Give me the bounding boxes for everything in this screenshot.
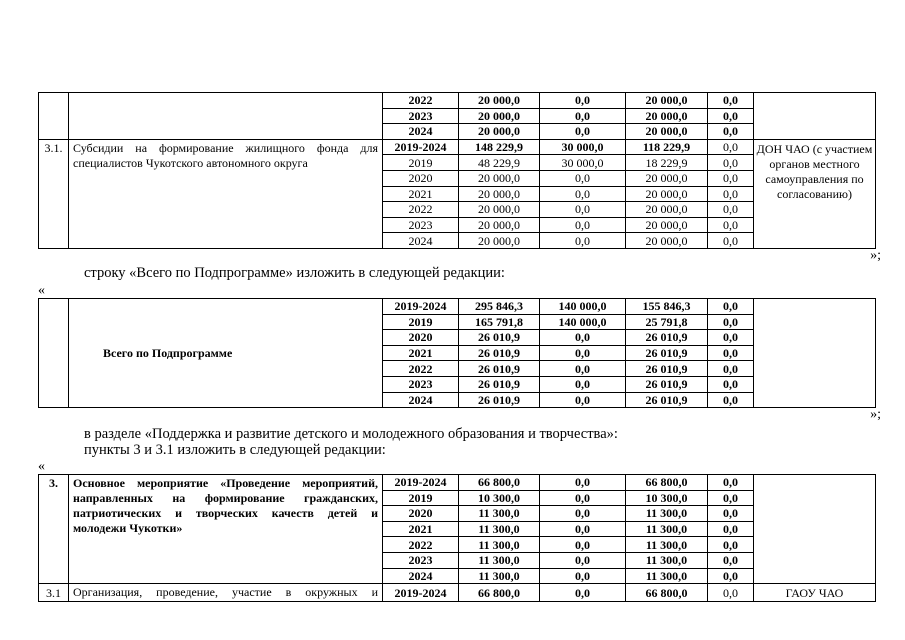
value-cell: 155 846,3 xyxy=(626,299,708,315)
value-cell: 0,0 xyxy=(708,475,754,491)
year-cell: 2019-2024 xyxy=(383,299,459,315)
item-number: 3.1 xyxy=(39,584,69,602)
value-cell: 0,0 xyxy=(708,376,754,392)
total-cell: 66 800,0 xyxy=(459,584,540,602)
value-cell: 0,0 xyxy=(708,233,754,249)
total-cell: 20 000,0 xyxy=(459,108,540,124)
total-cell: 165 791,8 xyxy=(459,314,540,330)
opening-quote-mark: « xyxy=(38,459,45,474)
value-cell: 0,0 xyxy=(540,361,626,377)
year-cell: 2020 xyxy=(383,170,459,186)
value-cell: 118 229,9 xyxy=(626,139,708,155)
year-cell: 2019-2024 xyxy=(383,475,459,491)
value-cell: 26 010,9 xyxy=(626,330,708,346)
value-cell: 0,0 xyxy=(540,233,626,249)
total-cell: 26 010,9 xyxy=(459,361,540,377)
value-cell: 0,0 xyxy=(708,314,754,330)
value-cell: 0,0 xyxy=(540,330,626,346)
value-cell: 11 300,0 xyxy=(626,537,708,553)
value-cell: 0,0 xyxy=(708,330,754,346)
value-cell: 140 000,0 xyxy=(540,299,626,315)
table-row xyxy=(39,584,876,602)
total-cell: 26 010,9 xyxy=(459,392,540,408)
value-cell: 25 791,8 xyxy=(626,314,708,330)
value-cell: 26 010,9 xyxy=(626,376,708,392)
value-cell: 0,0 xyxy=(708,521,754,537)
value-cell: 0,0 xyxy=(708,124,754,140)
value-cell: 0,0 xyxy=(540,475,626,491)
value-cell: 0,0 xyxy=(540,345,626,361)
value-cell: 20 000,0 xyxy=(626,233,708,249)
value-cell: 0,0 xyxy=(708,186,754,202)
value-cell: 0,0 xyxy=(708,584,754,602)
table-row xyxy=(39,93,876,109)
value-cell: 0,0 xyxy=(708,139,754,155)
value-cell: 0,0 xyxy=(540,552,626,568)
value-cell: 0,0 xyxy=(540,170,626,186)
value-cell: 0,0 xyxy=(708,490,754,506)
opening-quote-mark: « xyxy=(38,283,45,298)
table-row xyxy=(39,475,876,491)
executor-cell: ДОН ЧАО (с участием органов местного самоуправления по согласованию) xyxy=(754,139,876,248)
total-cell: 148 229,9 xyxy=(459,139,540,155)
total-cell: 20 000,0 xyxy=(459,170,540,186)
year-cell: 2019 xyxy=(383,490,459,506)
value-cell: 0,0 xyxy=(540,124,626,140)
total-cell: 20 000,0 xyxy=(459,233,540,249)
total-cell: 20 000,0 xyxy=(459,202,540,218)
value-cell: 0,0 xyxy=(708,568,754,584)
value-cell: 11 300,0 xyxy=(626,506,708,522)
value-cell: 0,0 xyxy=(540,584,626,602)
value-cell: 20 000,0 xyxy=(626,124,708,140)
year-cell: 2021 xyxy=(383,186,459,202)
total-cell: 20 000,0 xyxy=(459,186,540,202)
value-cell: 0,0 xyxy=(540,537,626,553)
total-cell: 66 800,0 xyxy=(459,475,540,491)
value-cell: 0,0 xyxy=(708,345,754,361)
year-cell: 2022 xyxy=(383,93,459,109)
year-cell: 2020 xyxy=(383,506,459,522)
value-cell: 0,0 xyxy=(540,490,626,506)
year-cell: 2024 xyxy=(383,124,459,140)
value-cell: 0,0 xyxy=(708,93,754,109)
closing-quote-mark: »; xyxy=(870,407,881,422)
value-cell: 0,0 xyxy=(708,361,754,377)
value-cell: 66 800,0 xyxy=(626,475,708,491)
year-cell: 2023 xyxy=(383,108,459,124)
year-cell: 2023 xyxy=(383,376,459,392)
year-cell: 2024 xyxy=(383,392,459,408)
year-cell: 2022 xyxy=(383,361,459,377)
value-cell: 0,0 xyxy=(540,202,626,218)
year-cell: 2024 xyxy=(383,568,459,584)
section-text: в разделе «Поддержка и развитие детского и молодежного образования и творчества»: xyxy=(84,426,618,442)
value-cell: 20 000,0 xyxy=(626,202,708,218)
total-cell: 26 010,9 xyxy=(459,330,540,346)
value-cell: 0,0 xyxy=(708,392,754,408)
subprogram-table-continuation xyxy=(38,92,876,249)
table-row xyxy=(39,299,876,315)
value-cell: 140 000,0 xyxy=(540,314,626,330)
value-cell: 30 000,0 xyxy=(540,155,626,171)
subprogram-total-table xyxy=(38,298,876,408)
value-cell: 0,0 xyxy=(708,108,754,124)
table-row xyxy=(39,139,876,155)
total-row-label: Всего по Подпрограмме xyxy=(69,299,383,408)
value-cell: 0,0 xyxy=(708,552,754,568)
value-cell: 11 300,0 xyxy=(626,521,708,537)
value-cell: 0,0 xyxy=(540,376,626,392)
total-cell: 11 300,0 xyxy=(459,552,540,568)
value-cell: 26 010,9 xyxy=(626,345,708,361)
value-cell: 0,0 xyxy=(540,568,626,584)
instruction-text: пункты 3 и 3.1 изложить в следующей редакции: xyxy=(84,442,386,458)
value-cell: 0,0 xyxy=(540,108,626,124)
value-cell: 20 000,0 xyxy=(626,108,708,124)
total-cell: 26 010,9 xyxy=(459,345,540,361)
total-cell: 20 000,0 xyxy=(459,217,540,233)
executor-cell: ГАОУ ЧАО xyxy=(754,584,876,602)
item-number: 3. xyxy=(39,475,69,584)
total-cell: 295 846,3 xyxy=(459,299,540,315)
item-name: Субсидии на формирование жилищного фонда для специалистов Чукотского автономного округа xyxy=(69,139,383,248)
value-cell: 26 010,9 xyxy=(626,361,708,377)
total-cell: 20 000,0 xyxy=(459,93,540,109)
value-cell: 0,0 xyxy=(540,217,626,233)
total-cell: 10 300,0 xyxy=(459,490,540,506)
value-cell: 0,0 xyxy=(540,392,626,408)
closing-quote-mark: »; xyxy=(870,248,881,263)
value-cell: 0,0 xyxy=(708,170,754,186)
value-cell: 66 800,0 xyxy=(626,584,708,602)
value-cell: 0,0 xyxy=(708,299,754,315)
value-cell: 0,0 xyxy=(540,521,626,537)
value-cell: 0,0 xyxy=(708,155,754,171)
value-cell: 0,0 xyxy=(708,537,754,553)
total-cell: 48 229,9 xyxy=(459,155,540,171)
year-cell: 2022 xyxy=(383,537,459,553)
value-cell: 10 300,0 xyxy=(626,490,708,506)
total-cell: 11 300,0 xyxy=(459,521,540,537)
item-name: Основное мероприятие «Проведение мероприятий, направленных на формирование гражданских, патриотических и творческих качеств детей и молодежи Чукотки» xyxy=(69,475,383,584)
total-cell: 11 300,0 xyxy=(459,537,540,553)
value-cell: 0,0 xyxy=(540,506,626,522)
year-cell: 2022 xyxy=(383,202,459,218)
year-cell: 2023 xyxy=(383,552,459,568)
main-activity-table xyxy=(38,474,876,602)
value-cell: 0,0 xyxy=(708,202,754,218)
value-cell: 11 300,0 xyxy=(626,568,708,584)
value-cell: 11 300,0 xyxy=(626,552,708,568)
year-cell: 2024 xyxy=(383,233,459,249)
value-cell: 30 000,0 xyxy=(540,139,626,155)
year-cell: 2019 xyxy=(383,314,459,330)
value-cell: 26 010,9 xyxy=(626,392,708,408)
year-cell: 2019-2024 xyxy=(383,139,459,155)
year-cell: 2021 xyxy=(383,521,459,537)
value-cell: 0,0 xyxy=(540,93,626,109)
total-cell: 11 300,0 xyxy=(459,568,540,584)
year-cell: 2020 xyxy=(383,330,459,346)
instruction-text: строку «Всего по Подпрограмме» изложить в следующей редакции: xyxy=(84,265,505,281)
item-name: Организация, проведение, участие в окружных и xyxy=(69,584,383,602)
value-cell: 0,0 xyxy=(540,186,626,202)
value-cell: 20 000,0 xyxy=(626,170,708,186)
value-cell: 0,0 xyxy=(708,506,754,522)
year-cell: 2023 xyxy=(383,217,459,233)
value-cell: 20 000,0 xyxy=(626,186,708,202)
year-cell: 2021 xyxy=(383,345,459,361)
item-number: 3.1. xyxy=(39,139,69,248)
value-cell: 20 000,0 xyxy=(626,217,708,233)
value-cell: 20 000,0 xyxy=(626,93,708,109)
year-cell: 2019-2024 xyxy=(383,584,459,602)
total-cell: 26 010,9 xyxy=(459,376,540,392)
year-cell: 2019 xyxy=(383,155,459,171)
value-cell: 18 229,9 xyxy=(626,155,708,171)
total-cell: 20 000,0 xyxy=(459,124,540,140)
total-cell: 11 300,0 xyxy=(459,506,540,522)
value-cell: 0,0 xyxy=(708,217,754,233)
